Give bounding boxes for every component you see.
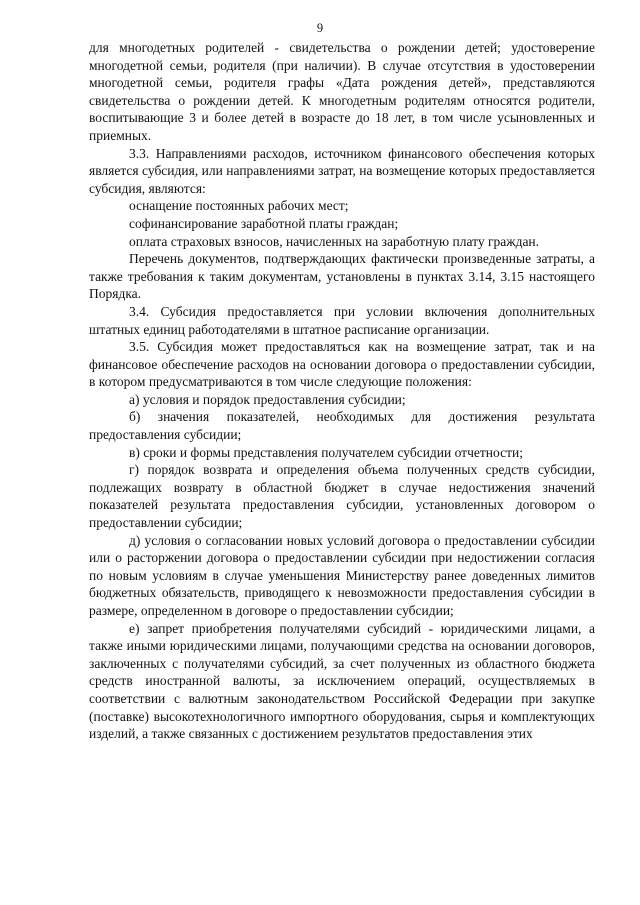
list-item-a: а) условия и порядок предоставления субсидии; <box>129 391 406 407</box>
list-item-g: г) порядок возврата и определения объема полученных средств субсидии, подлежащих возврату в областной бюджет в случае недостижения значений показателей результата предоставления субсидии, установленных договором о предоставлении субсидии; <box>89 462 595 531</box>
page-number: 9 <box>316 21 324 35</box>
paragraph-document-list: Перечень документов, подтверждающих фактически произведенные затраты, а также требования к таким документам, установлены в пунктах 3.14, 3.15 настоящего Порядка. <box>89 251 595 302</box>
list-item-b: б) значения показателей, необходимых для достижения результата предоставления субсидии; <box>89 409 595 443</box>
list-item-d: д) условия о согласовании новых условий договора о предоставлении субсидии или о расторжении договора о предоставлении субсидии при недостижении согласия по новым условиям в случае уменьшения Министерству ранее доведенных лимитов бюджетных обязательств, приводящего к невозможности предоставления субсидии в размере, определенном в договоре о предоставлении субсидии; <box>89 532 595 618</box>
paragraph-3-4-subsidy-condition: 3.4. Субсидия предоставляется при условии включения дополнительных штатных единиц работодателями в штатное расписание организации. <box>89 303 595 337</box>
paragraph-3-3-directions: 3.3. Направлениями расходов, источником финансового обеспечения которых является субсидия, или направлениями затрат, на возмещение которых предоставляется субсидия, являются: <box>89 145 595 196</box>
paragraph-large-families-documents: для многодетных родителей - свидетельства о рождении детей; удостоверение многодетной семьи, родителя (при наличии). В случае отсутствия в удостоверении многодетной семьи, родителя графы «Дата рождения детей», представляются свидетельства о рождении детей. К многодетным родителям относятся родители, воспитывающие 3 и более детей в возрасте до 18 лет, в том числе усыновленных и приемных. <box>89 40 595 143</box>
list-item-workplaces: оснащение постоянных рабочих мест; <box>129 198 349 214</box>
list-item-cofinancing-wages: софинансирование заработной платы граждан; <box>129 215 399 231</box>
paragraph-3-5-contract: 3.5. Субсидия может предоставляться как на возмещение затрат, так и на финансовое обеспечение расходов на основании договора о предоставлении субсидии, в котором предусматриваются в том числе следующие положения: <box>89 339 595 390</box>
list-item-v: в) сроки и формы представления получателем субсидии отчетности; <box>129 444 523 460</box>
document-body <box>89 39 595 743</box>
list-item-e: е) запрет приобретения получателями субсидий - юридическими лицами, а также иными юридическими лицами, получающими средства на основании договоров, заключенных с получателями субсидий, за счет полученных из областного бюджета средств иностранной валюты, за исключением операций, осуществляемых в соответствии с валютным законодательством Российской Федерации при закупке (поставке) высокотехнологичного импортного оборудования, сырья и комплектующих изделий, а также связанных с достижением результатов предоставления этих <box>89 620 595 742</box>
list-item-insurance-contributions: оплата страховых взносов, начисленных на заработную плату граждан. <box>129 233 540 249</box>
